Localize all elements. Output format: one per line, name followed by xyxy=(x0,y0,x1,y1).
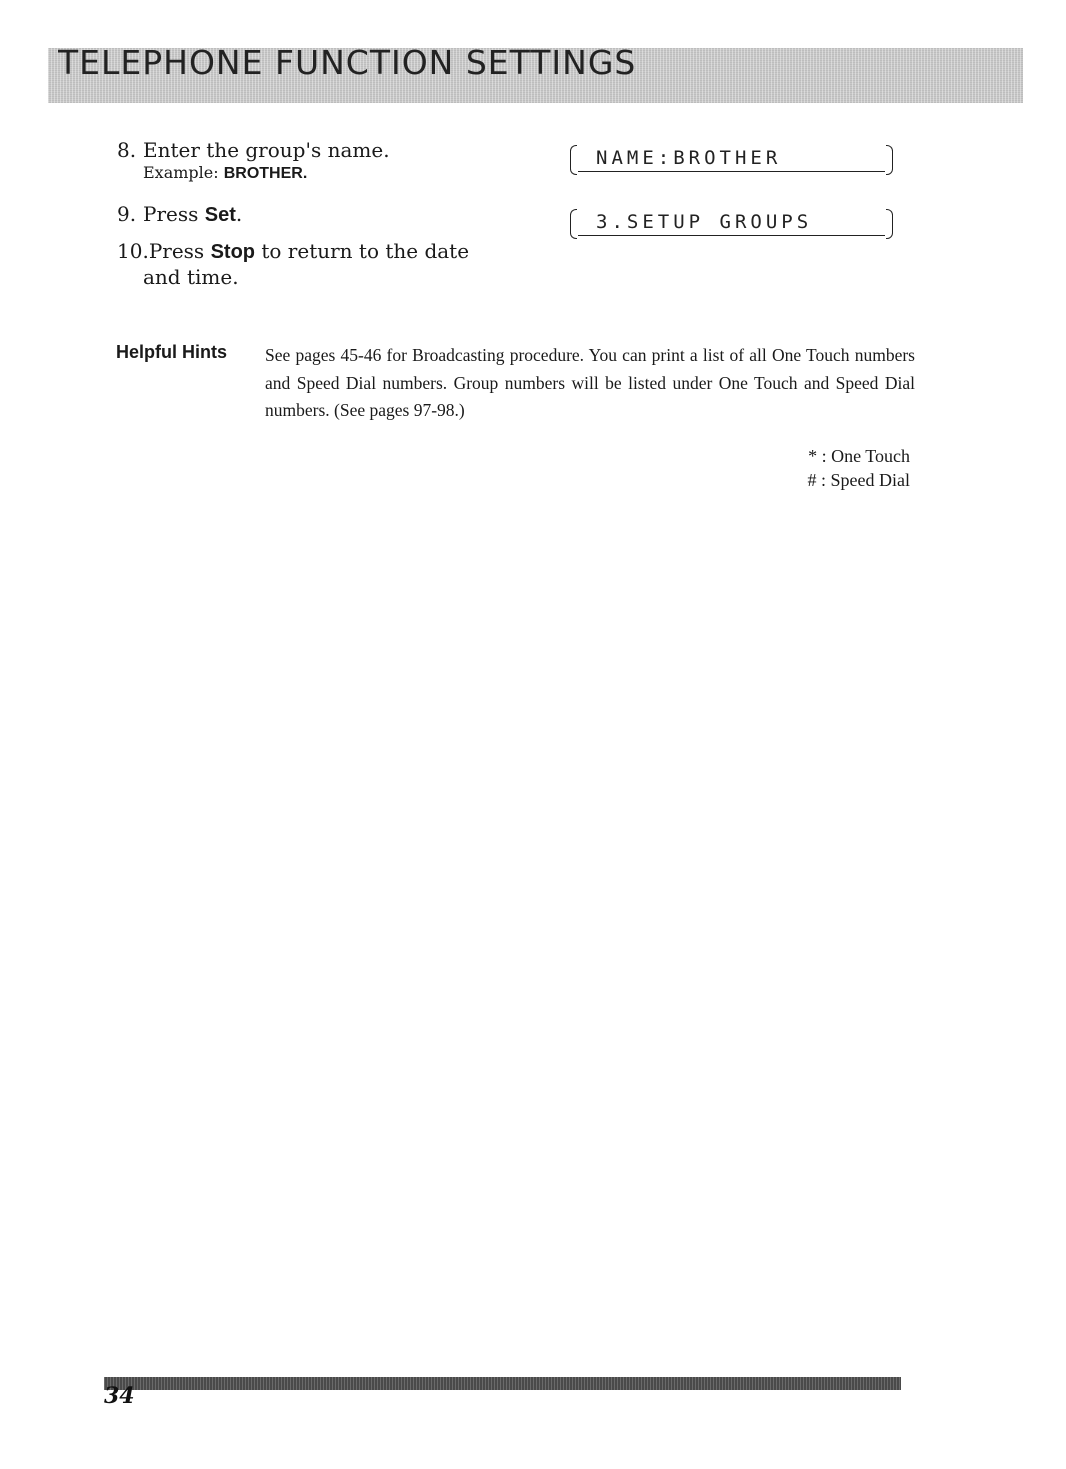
step-9-text-after: . xyxy=(235,202,243,226)
step-10-line2: and time. xyxy=(143,265,239,289)
legend-speed-dial: # : Speed Dial xyxy=(807,470,910,490)
example-value: BROTHER. xyxy=(223,165,308,182)
section-title: TELEPHONE FUNCTION SETTINGS xyxy=(58,46,637,76)
lcd-display-setup-groups-text: 3.SETUP GROUPS xyxy=(596,211,813,233)
step-8-example xyxy=(143,163,307,183)
step-8-text: Enter the group's name. xyxy=(143,138,390,162)
set-key-label: Set xyxy=(204,204,236,226)
step-8 xyxy=(117,137,390,163)
step-8-number: 8. xyxy=(117,138,137,162)
helpful-hints-text: See pages 45-46 for Broadcasting procedure. You can print a list of all One Touch numbers and Speed Dial numbers. Group numbers will be listed under One Touch and Speed Dial numbers. (See pages 97-98.) xyxy=(265,345,915,420)
page-number: 34 xyxy=(104,1383,135,1409)
symbol-legend xyxy=(808,444,910,492)
example-prefix: Example: xyxy=(143,163,224,182)
lcd-display-name-text: NAME:BROTHER xyxy=(596,147,782,169)
helpful-hints-label: Helpful Hints xyxy=(116,342,227,362)
step-10-text-after: to return to the date xyxy=(255,239,470,263)
step-10-text-before: Press xyxy=(148,239,211,263)
step-9-number: 9. xyxy=(117,202,137,226)
step-9-text-before: Press xyxy=(143,202,205,226)
stop-key-label: Stop xyxy=(210,241,255,263)
lcd-display-setup-groups xyxy=(578,210,885,236)
step-10-number: 10. xyxy=(117,239,149,263)
step-9 xyxy=(117,201,242,228)
lcd-display-name xyxy=(578,146,885,172)
legend-one-touch: * : One Touch xyxy=(808,446,910,466)
footer-band xyxy=(104,1377,901,1390)
step-10 xyxy=(117,238,469,265)
